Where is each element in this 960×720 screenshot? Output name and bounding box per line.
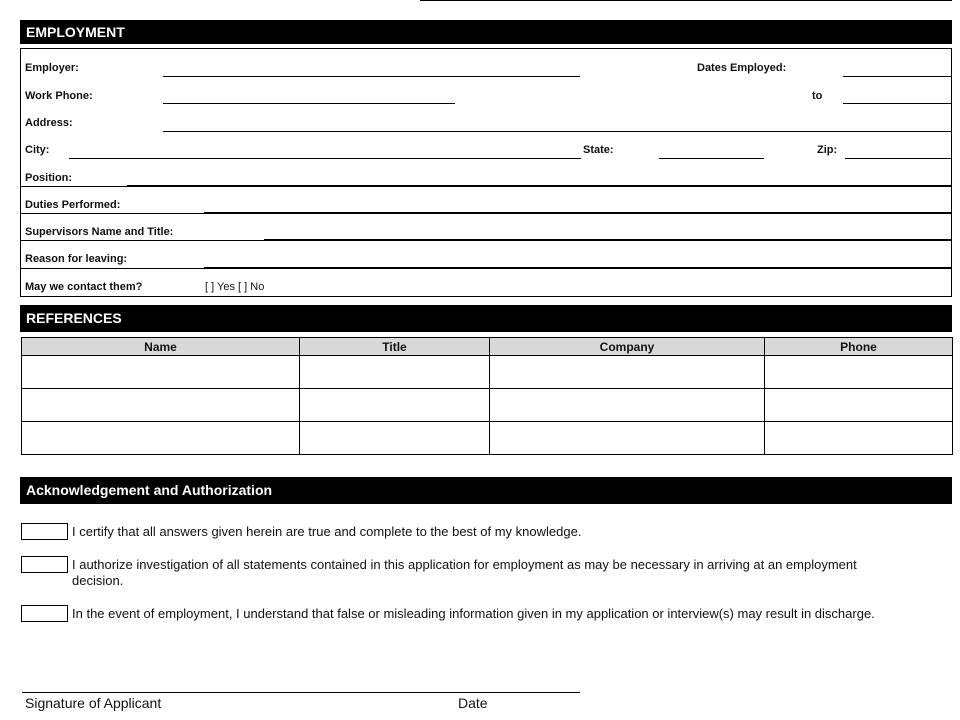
column-header-title: Title bbox=[300, 338, 490, 356]
to-label: to bbox=[812, 90, 823, 102]
duties-field[interactable] bbox=[204, 212, 951, 213]
certify-checkbox[interactable] bbox=[21, 523, 68, 540]
contact-label: May we contact them? bbox=[25, 281, 143, 293]
dates-employed-to-field[interactable] bbox=[843, 103, 951, 104]
city-field[interactable] bbox=[69, 158, 581, 159]
references-header-label: REFERENCES bbox=[26, 310, 122, 326]
work-phone-field[interactable] bbox=[163, 103, 455, 104]
position-field[interactable] bbox=[127, 185, 951, 186]
zip-label: Zip: bbox=[817, 144, 838, 156]
reference-phone-cell[interactable] bbox=[765, 389, 953, 422]
row-separator bbox=[21, 186, 951, 187]
reference-title-cell[interactable] bbox=[300, 389, 490, 422]
reference-name-cell[interactable] bbox=[22, 356, 300, 389]
row-separator bbox=[21, 240, 951, 241]
reason-field[interactable] bbox=[204, 267, 951, 268]
address-field[interactable] bbox=[163, 131, 951, 132]
signature-line[interactable] bbox=[22, 692, 580, 693]
authorize-checkbox[interactable] bbox=[21, 556, 68, 573]
table-row bbox=[22, 389, 953, 422]
column-header-name: Name bbox=[22, 338, 300, 356]
acknowledgement-header bbox=[20, 477, 952, 504]
reference-company-cell[interactable] bbox=[490, 389, 765, 422]
references-table bbox=[21, 337, 953, 455]
address-label: Address: bbox=[25, 117, 73, 129]
reference-title-cell[interactable] bbox=[300, 422, 490, 455]
column-header-phone: Phone bbox=[765, 338, 953, 356]
city-label: City: bbox=[25, 144, 50, 156]
reason-label: Reason for leaving: bbox=[25, 253, 128, 265]
table-row bbox=[22, 356, 953, 389]
employment-box bbox=[20, 48, 952, 297]
references-header bbox=[20, 305, 952, 332]
employer-label: Employer: bbox=[25, 62, 79, 74]
acknowledgement-header-label: Acknowledgement and Authorization bbox=[26, 482, 273, 498]
reference-company-cell[interactable] bbox=[490, 422, 765, 455]
state-label: State: bbox=[583, 144, 614, 156]
reference-phone-cell[interactable] bbox=[765, 422, 953, 455]
employer-field[interactable] bbox=[163, 76, 580, 77]
contact-options[interactable]: [ ] Yes [ ] No bbox=[205, 281, 265, 293]
row-separator bbox=[21, 213, 951, 214]
references-header-row bbox=[22, 338, 953, 356]
row-separator bbox=[21, 268, 951, 269]
supervisor-field[interactable] bbox=[264, 239, 951, 240]
reference-name-cell[interactable] bbox=[22, 422, 300, 455]
dates-employed-from-field[interactable] bbox=[843, 76, 951, 77]
date-label: Date bbox=[458, 695, 488, 711]
table-row bbox=[22, 422, 953, 455]
column-header-company: Company bbox=[490, 338, 765, 356]
top-cut-line bbox=[420, 0, 952, 1]
reference-company-cell[interactable] bbox=[490, 356, 765, 389]
signature-label: Signature of Applicant bbox=[25, 695, 162, 711]
work-phone-label: Work Phone: bbox=[25, 90, 93, 102]
employment-header bbox=[20, 20, 952, 44]
discharge-checkbox[interactable] bbox=[21, 605, 68, 622]
position-label: Position: bbox=[25, 172, 73, 184]
reference-phone-cell[interactable] bbox=[765, 356, 953, 389]
employment-header-label: EMPLOYMENT bbox=[26, 24, 125, 40]
zip-field[interactable] bbox=[845, 158, 951, 159]
dates-employed-label: Dates Employed: bbox=[697, 62, 787, 74]
duties-label: Duties Performed: bbox=[25, 199, 121, 211]
discharge-statement: In the event of employment, I understand that false or misleading information given in my application or interview(s) may result in discharge. bbox=[72, 606, 875, 621]
reference-title-cell[interactable] bbox=[300, 356, 490, 389]
supervisor-label: Supervisors Name and Title: bbox=[25, 226, 174, 238]
authorize-statement: I authorize investigation of all statements contained in this application for employment as may be necessary in arriving at an employment decision. bbox=[72, 557, 857, 588]
reference-name-cell[interactable] bbox=[22, 389, 300, 422]
state-field[interactable] bbox=[659, 158, 764, 159]
certify-statement: I certify that all answers given herein are true and complete to the best of my knowledge. bbox=[72, 524, 582, 539]
